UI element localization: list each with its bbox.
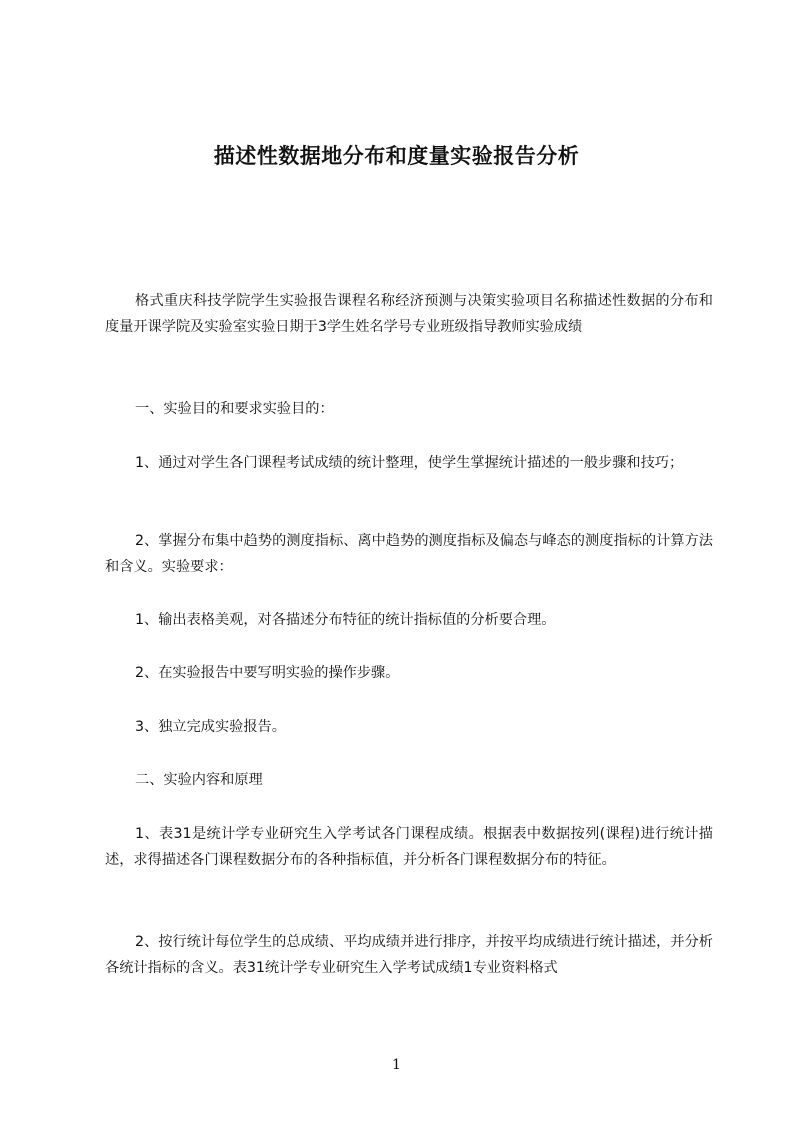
section-heading-content: 二、实验内容和原理 [135,772,263,788]
paragraph-content-1: 1、表31是统计学专业研究生入学考试各门课程成绩。根据表中数据按列(课程)进行统计描述，求得描述各门课程数据分布的各种指标值，并分析各门课程数据分布的特征。 [105,826,713,868]
page-number: 1 [392,1057,401,1073]
paragraph-content-2: 2、按行统计每位学生的总成绩、平均成绩并进行排序，并按平均成绩进行统计描述，并分析各统计指标的含义。表31统计学专业研究生入学考试成绩1专业资料格式 [105,934,713,976]
section-heading-purpose: 一、实验目的和要求实验目的： [135,401,334,417]
paragraph-purpose-1: 1、通过对学生各门课程考试成绩的统计整理，使学生掌握统计描述的一般步骤和技巧； [135,455,684,471]
paragraph-purpose-2: 2、掌握分布集中趋势的测度指标、离中趋势的测度指标及偏态与峰态的测度指标的计算方法和含义。实验要求： [105,533,713,575]
paragraph-requirement-3: 3、独立完成实验报告。 [135,719,286,735]
document-title: 描述性数据地分布和度量实验报告分析 [213,144,580,168]
paragraph-report-format: 格式重庆科技学院学生实验报告课程名称经济预测与决策实验项目名称描述性数据的分布和度量开课学院及实验室实验日期于3学生姓名学号专业班级指导教师实验成绩 [105,293,713,335]
paragraph-requirement-2: 2、在实验报告中要写明实验的操作步骤。 [135,665,400,681]
paragraph-requirement-1: 1、输出表格美观，对各描述分布特征的统计指标值的分析要合理。 [135,612,556,628]
